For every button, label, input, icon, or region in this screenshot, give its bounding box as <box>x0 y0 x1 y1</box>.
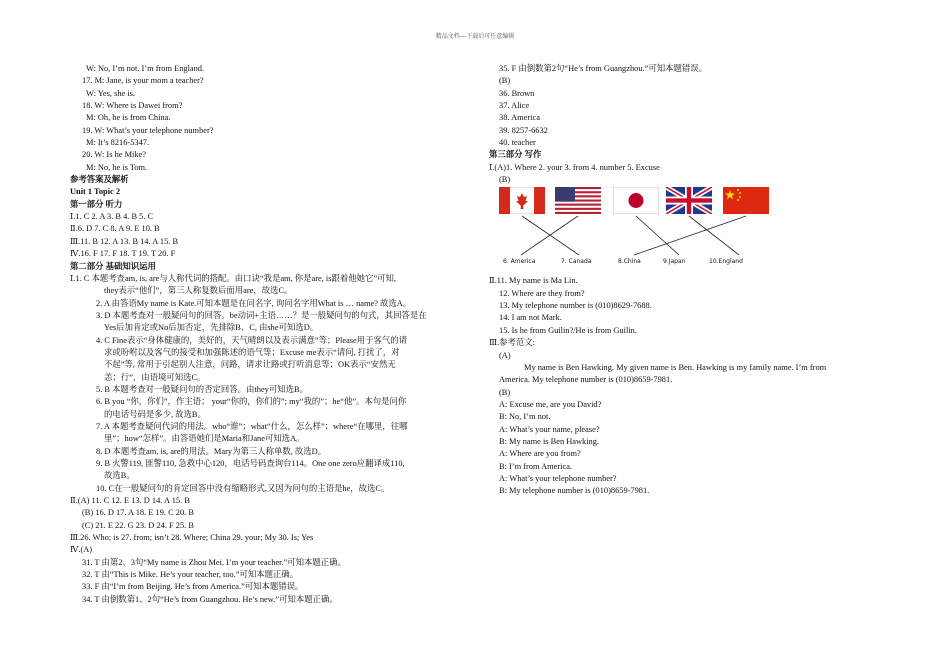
text-line: 15. Is he from Guilin?/He is from Guilin. <box>499 325 637 335</box>
text-line: America. My telephone number is (010)8659-7981. <box>499 375 673 385</box>
section-heading: 第一部分 听力 <box>70 199 123 209</box>
text-line: 38. America <box>499 113 540 123</box>
text-line: Ⅱ.(A) 11. C 12. E 13. D 14. A 15. B <box>70 496 190 506</box>
left-column <box>70 63 470 606</box>
right-bottom-block <box>489 275 909 497</box>
text-line: 7. A 本题考查疑问代词的用法。who“谁”；what“什么，怎么样”；where“在哪里，往哪 <box>96 421 408 431</box>
text-line: B: My telephone number is (010)8659-7981. <box>499 486 650 496</box>
flag-matching-figure <box>489 187 743 269</box>
text-line: 5. B 本题考查对一般疑问句的否定回答。由they可知选B。 <box>96 384 308 394</box>
text-line: 33. F 由“I’m from Beijing. He’s from America.”可知本题错误。 <box>82 582 304 592</box>
text-line: B: I’m from America. <box>499 461 573 471</box>
text-line: 不起”等, 常用于引起别人注意，问路，请求让路或打听消息等；OK表示“安然无 <box>104 360 396 370</box>
flag-label: 10.England <box>709 258 743 266</box>
text-line: 12. Where are they from? <box>499 288 585 298</box>
text-line: Ⅲ.11. B 12. A 13. B 14. A 15. B <box>70 236 179 246</box>
text-line: 19. W: What’s your telephone number? <box>82 125 214 135</box>
text-line: 10. C在一般疑问句的肯定回答中没有缩略形式,又因为问句的主语是he，故选C。 <box>96 483 390 493</box>
text-line: Ⅳ.16. F 17. F 18. T 19. T 20. F <box>70 249 176 259</box>
text-line: 36. Brown <box>499 88 535 98</box>
text-line: they表示“他们”，第三人称复数后面用are，故选C。 <box>104 286 293 296</box>
text-line: M: Oh, he is from China. <box>86 113 171 123</box>
section-heading: 第三部分 写作 <box>489 150 542 160</box>
text-line: 2. A 由答语My name is Kate.可知本题是在问名字, 询问名字用What is … name? 故选A。 <box>96 298 412 308</box>
text-line: B: No, I’m not. <box>499 412 551 422</box>
text-line: 14. I am not Mark. <box>499 313 562 323</box>
page-header: 精品文档---下载后可任意编辑 <box>435 33 515 40</box>
text-line: Ⅰ.1. C 2. A 3. B 4. B 5. C <box>70 212 154 222</box>
text-line: 8. D 本题考查am, is, are的用法。Mary为第三人称单数, 故选D。 <box>96 446 327 456</box>
text-line: 9. B 火警119, 匪警110, 急救中心120，电话号码查询台114。One one zero应翻译成110, <box>96 459 405 468</box>
text-line: 31. T 由第2、3句“My name is Zhou Mei. I’m your teacher.”可知本题正确。 <box>82 557 346 567</box>
text-line: Ⅲ.26. Who; is 27. from; isn’t 28. Where; China 29. your; My 30. Is; Yes <box>70 533 314 543</box>
text-line: A: Where are you from? <box>499 449 581 459</box>
text-line: B: My name is Ben Hawking. <box>499 436 600 446</box>
text-line: 13. My telephone number is (010)8629-7688. <box>499 301 652 311</box>
text-line: 3. D 本题考查对一般疑问句的回答。be动词+主语……？是一般疑问句的句式，其回答是在 <box>96 310 427 320</box>
text-line: Ⅰ.(A)1. Where 2. your 3. from 4. number 5. Excuse <box>489 162 660 172</box>
text-line: 的电话号码是多少, 故选B。 <box>104 409 206 419</box>
text-line: (B) <box>499 175 511 185</box>
text-line: Ⅱ.6. D 7. C 8. A 9. E 10. B <box>70 224 160 234</box>
text-line: (B) <box>499 76 511 86</box>
text-line: A: Excuse me, are you David? <box>499 399 602 409</box>
text-line: 故选B。 <box>104 471 135 481</box>
text-line: W: No, I’m not. I’m from England. <box>86 64 205 73</box>
text-line: Ⅱ.11. My name is Ma Lin. <box>489 276 578 286</box>
text-line: 恙；行”，由语境可知选C。 <box>104 372 206 382</box>
section-heading: 参考答案及解析 <box>70 175 129 185</box>
text-line: Yes后加肯定或No后加否定，先排除B、C, 由she可知选D。 <box>104 323 319 333</box>
section-heading: Unit 1 Topic 2 <box>70 187 121 197</box>
flag-label: 8.China <box>618 258 641 266</box>
text-line: 求或吩咐以及客气的接受和加强陈述的语气等；Excuse me表示“请问, 打扰了，对 <box>104 347 400 357</box>
text-line: 里”；how“怎样”。由答语她们是Maria和Jane可知选A。 <box>104 434 305 444</box>
right-column <box>489 63 909 498</box>
text-line: Ⅳ.(A) <box>70 545 93 555</box>
right-top-block <box>489 63 909 186</box>
text-line: Ⅲ.参考范文: <box>489 338 535 348</box>
text-line: 17. M: Jane, is your mom a teacher? <box>82 76 204 86</box>
text-line: (C) 21. E 22. G 23. D 24. F 25. B <box>82 520 194 530</box>
text-line: 18. W: Where is Dawei from? <box>82 101 183 111</box>
text-line: M: No, he is Tom. <box>86 162 148 172</box>
section-heading: 第二部分 基础知识运用 <box>70 261 156 271</box>
text-line: 20. W: Is he Mike? <box>82 150 146 160</box>
text-line: 35. F 由倒数第2句“He’s from Guangzhou.”可知本题错误。 <box>499 64 707 73</box>
text-line: 6. B you “你，你们”，作主语； your“你的，你们的”; my“我的”；he“他”。本句是问你 <box>96 397 407 407</box>
text-line: My name is Ben Hawking. My given name is Ben. Hawking is my family name. I’m from <box>524 362 827 372</box>
text-line: 40. teacher <box>499 138 536 148</box>
text-line: A: What’s your telephone number? <box>499 473 617 483</box>
text-line: 37. Alice <box>499 101 530 111</box>
flag-label: 6. America <box>503 258 536 266</box>
flag-label: 7. Canada <box>561 258 592 266</box>
text-line: Ⅰ.1. C 本题考查am, is, are与人称代词的搭配。由口诀“我是am, 你是are, is跟着他她它”可知, <box>70 273 396 283</box>
text-line: (B) <box>499 387 511 397</box>
text-line: M: It’s 8216-5347. <box>86 138 150 148</box>
text-line: 32. T 由“This is Mike. He’s your teacher, too.”可知本题正确。 <box>82 570 299 580</box>
text-line: (B) 16. D 17. A 18. E 19. C 20. B <box>82 508 194 518</box>
text-line: (A) <box>499 350 511 360</box>
text-line: 39. 8257-6632 <box>499 125 548 135</box>
text-line: 34. T 由倒数第1、2句“He’s from Guangzhou. He’s new.”可知本题正确。 <box>82 594 338 604</box>
text-line: 4. C Fine表示“身体健康的，美好的，天气晴朗以及表示满意”等；Please用于客气的请 <box>96 335 408 345</box>
flag-label: 9.Japan <box>663 258 686 266</box>
text-line: W: Yes, she is. <box>86 88 136 98</box>
text-line: A: What’s your name, please? <box>499 424 600 434</box>
